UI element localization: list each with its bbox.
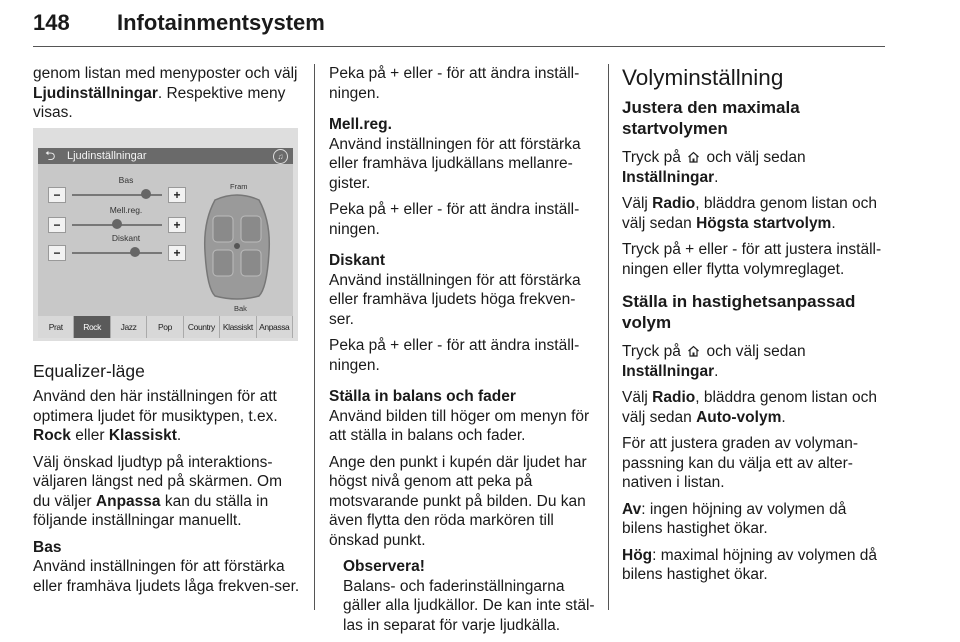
slider-bass	[48, 187, 186, 203]
option-high: Hög: maximal höjning av volymen då bilens hastighet ökar.	[622, 546, 877, 583]
equalizer-paragraph-2: Välj önskad ljudtyp på interaktions-väljaren längst ned på skärmen. Om du väljer Anpassa kan du ställa in följande inställningar manuellt.	[33, 453, 282, 529]
column-1	[33, 64, 301, 130]
rear-label: Bak	[234, 304, 247, 313]
intro-paragraph: genom listan med menyposter och välj Ljudinställningar. Respektive meny visas.	[33, 65, 298, 121]
equalizer-tab-rock: Rock	[74, 316, 110, 338]
equalizer-heading: Equalizer-läge	[33, 361, 145, 381]
treble-minus-button: −	[48, 245, 66, 261]
equalizer-tab-bar	[38, 316, 293, 338]
option-off: Av: ingen höjning av volymen då bilens hastighet ökar.	[622, 500, 847, 537]
s1-paragraph-3: Tryck på + eller - för att justera inställ-ningen eller flytta volymreglaget.	[622, 241, 882, 278]
bass-plus-button: +	[168, 187, 186, 203]
s2-paragraph-1: Tryck på och välj sedan Inställningar.	[622, 343, 806, 380]
bass-minus-button: −	[48, 187, 66, 203]
speed-volume-heading: Ställa in hastighetsanpassad volym	[622, 292, 856, 332]
slider-mid	[48, 217, 186, 233]
mid-minus-button: −	[48, 217, 66, 233]
music-note-icon: ♫	[273, 149, 288, 164]
column-divider-2	[608, 64, 609, 610]
screen-title: Ljudinställningar	[67, 150, 147, 162]
col2-paragraph-3: Peka på + eller - för att ändra inställ-ningen.	[329, 337, 580, 374]
header-rule	[33, 46, 885, 47]
slider-treble	[48, 245, 186, 261]
slider-label-treble: Diskant	[111, 233, 141, 243]
screen-body	[38, 164, 293, 316]
column-2	[329, 64, 595, 642]
sound-settings-screen-illustration	[33, 128, 298, 341]
front-label: Fram	[230, 182, 248, 191]
slider-label-bass: Bas	[118, 175, 134, 185]
volume-heading: Volyminställning	[622, 65, 784, 90]
treble-section: Diskant Använd inställningen för att förstärka eller framhäva ljudets höga frekven-ser.	[329, 252, 581, 328]
chapter-title: Infotainmentsystem	[117, 10, 325, 35]
col2-paragraph-1: Peka på + eller - för att ändra inställ-ningen.	[329, 65, 580, 102]
equalizer-tab-prat: Prat	[38, 316, 74, 338]
slider-label-mid: Mell.reg.	[109, 205, 143, 215]
col2-paragraph-2: Peka på + eller - för att ändra inställ-ningen.	[329, 201, 580, 238]
equalizer-tab-pop: Pop	[147, 316, 183, 338]
s1-paragraph-2: Välj Radio, bläddra genom listan och välj sedan Högsta startvolym.	[622, 195, 878, 232]
max-startup-volume-heading: Justera den maximala startvolymen	[622, 98, 800, 138]
home-icon	[687, 345, 700, 357]
equalizer-tab-country: Country	[184, 316, 220, 338]
back-arrow-icon: ⮌	[45, 148, 56, 163]
column-divider-1	[314, 64, 315, 610]
s2-paragraph-2: Välj Radio, bläddra genom listan och välj sedan Auto-volym.	[622, 389, 878, 426]
page-number: 148	[33, 10, 70, 35]
column-3	[622, 64, 888, 592]
bass-knob	[141, 189, 151, 199]
treble-knob	[130, 247, 140, 257]
mid-plus-button: +	[168, 217, 186, 233]
s2-paragraph-3: För att justera graden av volyman-passning kan du välja ett av alter-nativen i listan.	[622, 435, 859, 491]
mid-knob	[112, 219, 122, 229]
equalizer-tab-klassiskt: Klassiskt	[220, 316, 256, 338]
col2-paragraph-4: Ange den punkt i kupén där ljudet har högst nivå genom att peka på motsvarande punkt på bilden. Du kan även flytta den röda markören till önskad punkt.	[329, 453, 587, 549]
balance-fader-section: Ställa in balans och fader Använd bilden till höger om menyn för att ställa in balans och fader.	[329, 388, 590, 444]
bass-section: Bas Använd inställningen för att förstärka eller framhäva ljudets låga frekven-ser.	[33, 538, 300, 595]
page-header	[33, 6, 885, 46]
s1-paragraph-1: Tryck på och välj sedan Inställningar.	[622, 149, 806, 186]
midrange-section: Mell.reg. Använd inställningen för att förstärka eller framhäva ljudkällans mellanre-gister.	[329, 116, 581, 192]
car-seat-map-icon	[201, 192, 273, 300]
equalizer-tab-jazz: Jazz	[111, 316, 147, 338]
equalizer-paragraph-1: Använd den här inställningen för att optimera ljudet för musiktypen, t.ex. Rock eller Klassiskt.	[33, 388, 278, 444]
note-block: Observera! Balans- och faderinställningarna gäller alla ljudkällor. De kan inte stäl-las in separat för varje ljudkälla.	[343, 558, 595, 634]
treble-plus-button: +	[168, 245, 186, 261]
equalizer-tab-anpassa: Anpassa	[257, 316, 293, 338]
home-icon	[687, 151, 700, 163]
column-1-lower	[33, 360, 301, 603]
